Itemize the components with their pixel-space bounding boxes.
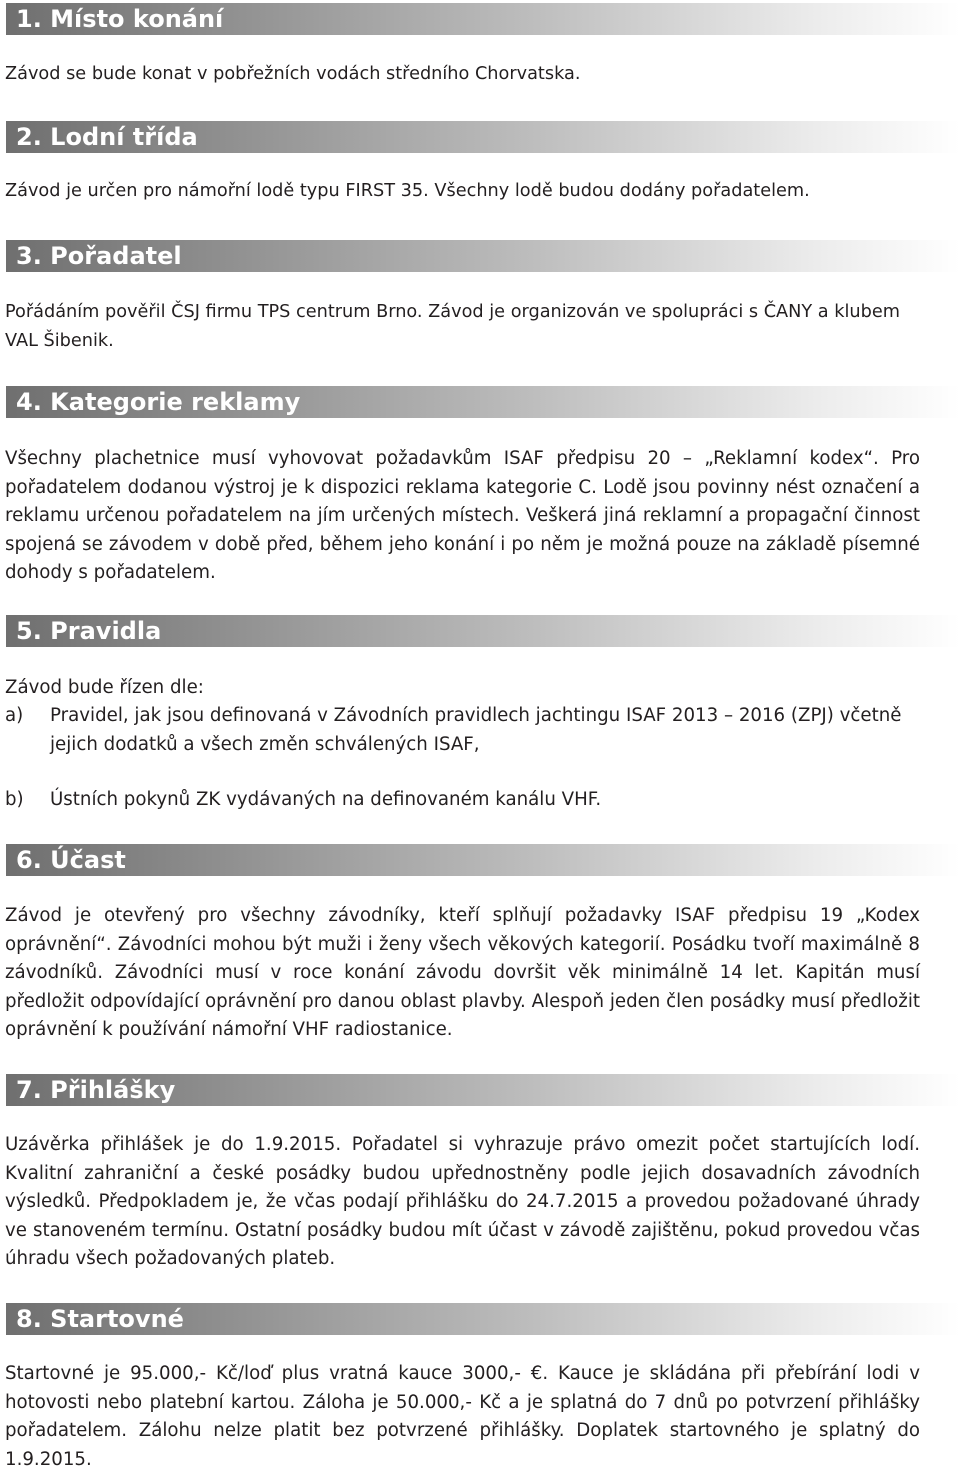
- section-paragraph: Startovné je 95.000,- Kč/loď plus vratná kauce 3000,- €. Kauce je skládána při přebírání lodi v hotovosti nebo platební kartou. Záloha je 50.000,- Kč a je splatná do 7 dnů po potvrzení přihlášky pořadatelem. Zálohu nelze platit bez potvrzené přihlášky. Doplatek startovného je splatný do 1.9.2015.: [5, 1363, 920, 1470]
- section-heading: 5. Pravidla: [16, 617, 162, 645]
- section-paragraph: Závod je otevřený pro všechny závodníky, kteří splňují požadavky ISAF předpisu 19 „Kodex oprávnění“. Závodníci mohou být muži i ženy všech věkových kategorií. Posádku tvoří maximálně 8 závodníků. Závodníci musí v roce konání závodu dovršit věk minimálně 14 let. Kapitán musí předložit odpovídající oprávnění pro danou oblast plavby. Alespoň jeden člen posádky musí předložit oprávnění k používání námořní VHF radiostanice.: [5, 905, 920, 1040]
- section-header-bar: [6, 615, 960, 647]
- section-paragraph: Závod je určen pro námořní lodě typu FIRST 35. Všechny lodě budou dodány pořadatelem.: [5, 181, 810, 201]
- section-header-bar: [6, 3, 960, 35]
- list-item-text: Ústních pokynů ZK vydávaných na definovaném kanálu VHF.: [50, 789, 602, 810]
- section-header-bar: [6, 240, 960, 272]
- list-item: [5, 702, 920, 759]
- list-item-text: Pravidel, jak jsou definovaná v Závodních pravidlech jachtingu ISAF 2013 – 2016 (ZPJ) včetně jejich dodatků a všech změn schválených ISAF,: [50, 705, 902, 755]
- section-paragraph: Pořádáním pověřil ČSJ firmu TPS centrum Brno. Závod je organizován ve spolupráci s ČANY a klubem VAL Šibenik.: [5, 302, 900, 351]
- section-header-bar: [6, 386, 960, 418]
- section-paragraph: Závod se bude konat v pobřežních vodách středního Chorvatska.: [5, 64, 581, 84]
- section-header-bar: [6, 1303, 960, 1335]
- list-item-label: a): [5, 705, 24, 726]
- section-heading: 8. Startovné: [16, 1305, 184, 1333]
- section-heading: 4. Kategorie reklamy: [16, 388, 301, 416]
- section-heading: 6. Účast: [16, 846, 126, 874]
- list-item: [5, 786, 920, 815]
- section-heading: 7. Přihlášky: [16, 1076, 176, 1104]
- section-heading: 2. Lodní třída: [16, 123, 198, 151]
- section-heading: 1. Místo konání: [16, 5, 224, 33]
- section-paragraph: Uzávěrka přihlášek je do 1.9.2015. Pořadatel si vyhrazuje právo omezit počet startujících lodí. Kvalitní zahraniční a české posádky budou upřednostněny podle jejich dosavadních závodních výsledků. Předpokladem je, že včas podají přihlášku do 24.7.2015 a provedou požadované úhrady ve stanoveném termínu. Ostatní posádky budou mít účast v závodě zajištěnu, pokud provedou včas úhradu všech požadovaných plateb.: [5, 1134, 920, 1269]
- section-header-bar: [6, 844, 960, 876]
- section-header-bar: [6, 121, 960, 153]
- section-header-bar: [6, 1074, 960, 1106]
- section-paragraph: Všechny plachetnice musí vyhovovat požadavkům ISAF předpisu 20 – „Reklamní kodex“. Pro pořadatelem dodanou výstroj je k dispozici reklama kategorie C. Lodě jsou povinny nést označení a reklamu určenou pořadatelem na jím určených místech. Veškerá jiná reklamní a propagační činnost spojená se závodem v době před, během jeho konání i po něm je možná pouze na základě písemné dohody s pořadatelem.: [5, 448, 920, 583]
- list-item-label: b): [5, 789, 24, 810]
- section-intro: Závod bude řízen dle:: [5, 677, 204, 698]
- section-heading: 3. Pořadatel: [16, 242, 182, 270]
